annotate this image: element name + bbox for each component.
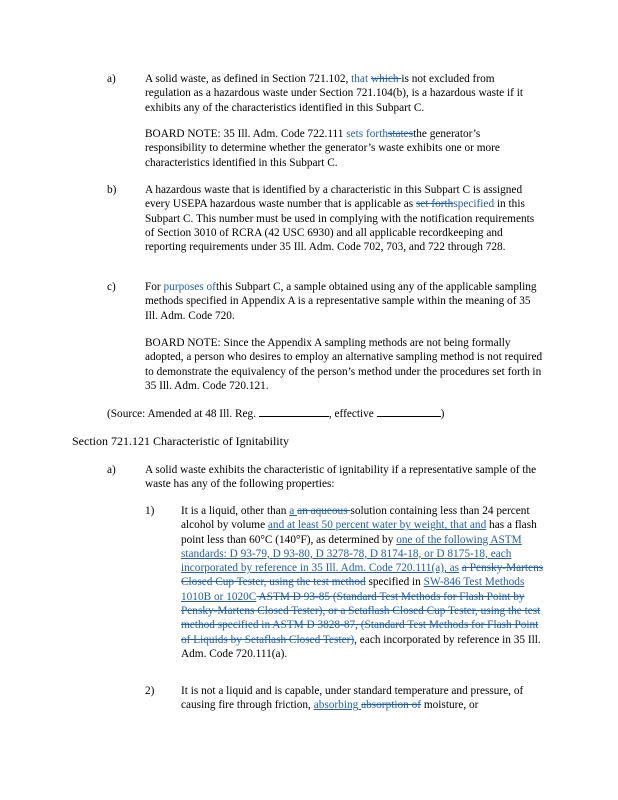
text-run: It is not a liquid and is capable, under standard temperature and pressure, of causing fire through friction, [181,685,524,712]
text-run: is not excluded from regulation as a hazardous waste under Section 721.104(b), is a hazardous waste if it exhibits any of the characteristics identified in this Subpart C. [145,73,524,114]
section-item-label-a: a) [107,464,116,476]
section-heading: Section 721.121 Characteristic of Ignitability [72,434,289,448]
inserted-text: specified [453,198,495,211]
item-a-board-note [145,127,543,170]
item-label-b: b) [107,184,117,196]
item-label-a: a) [107,73,116,85]
subitem-label-2: 2) [145,685,155,697]
inserted-text: sets forth [346,128,388,140]
deleted-text: set forth [415,198,454,211]
deleted-text: ASTM D 93-85 (Standard Test Methods for Flash Point by Pensky-Martens Closed Tester), or a Setaflash Closed Cup Tester, using the test method specified in ASTM D 3828-87, (Standard Test Methods for Flash Point of Liquids by Setaflash Closed Tester) [181,590,541,646]
item-b-paragraph [145,183,543,254]
text-run: has a flash point less than 60°C (140°F), as determined by [181,519,537,546]
deleted-text: which [370,73,402,85]
inserted-text: one of the following ASTM standards: D 93-79, D 93-80, D 3278-78, D 8174-18, or D 8175-18, each incorporated by reference in 35 Ill. Adm. Code 720.111(a), as [181,533,522,575]
effective-blank [377,406,441,417]
deleted-text: a Pensky-Martens Closed Cup Tester, using the test method [181,562,544,589]
subitem-2-paragraph [181,684,545,713]
text-run: A solid waste, as defined in Section 721.102, [145,73,352,85]
item-a-paragraph [145,72,543,115]
text-run: It is a liquid, other than [181,505,290,517]
source-suffix: ) [440,408,445,420]
source-middle: , effective [328,408,377,420]
source-prefix: (Source: Amended at 48 Ill. Reg. [107,408,259,420]
deleted-text: absorption of [361,699,422,712]
text-run: this Subpart C, a sample obtained using any of the applicable sampling methods specified in Appendix A is a representative sample within the meaning of 35 Ill. Adm. Code 720. [145,281,537,322]
text-run: specified in [365,576,424,589]
text-run: BOARD NOTE: 35 Ill. Adm. Code 722.111 [145,128,347,140]
text-run: in this Subpart C. This number must be used in complying with the notification requirements of Section 3010 of RCRA (42 USC 6930) and all applicable recordkeeping and reporting requirements under 35 Ill. Adm. Code 702, 703, and 722 through 728. [145,198,535,254]
item-label-c: c) [107,281,116,293]
deleted-text: states [387,128,414,140]
inserted-text: a [289,505,298,517]
inserted-text: and at least 50 percent water by weight, that and [267,519,487,532]
text-run: solution containing less than 24 percent alcohol by volume [181,505,530,532]
subitem-1-paragraph [181,504,545,661]
text-run: BOARD NOTE: Since the Appendix A sampling methods are not being formally adopted, a person who desires to employ an alternative sampling method is not required to demonstrate the equivalency of the person’s method under the procedures set forth in 35 Ill. Adm. Code 720.121. [145,337,543,392]
deleted-text: an aqueous [297,505,351,517]
text-run: For [145,281,164,293]
reg-blank [259,406,329,417]
text-run: moisture, or [421,699,479,712]
item-c-paragraph [145,280,543,323]
inserted-text: purposes of [163,281,216,293]
item-c-board-note [145,336,543,393]
text-run: , each incorporated by reference in 35 Ill. Adm. Code 720.111(a). [181,633,541,660]
text-run: the generator’s responsibility to determine whether the generator’s waste exhibits one or more characteristics identified in this Subpart C. [145,128,500,169]
inserted-text: absorbing [313,699,362,712]
inserted-text: that [351,73,371,85]
source-note [107,406,527,421]
inserted-text: SW-846 Test Methods 1010B or 1020C [181,576,525,603]
subitem-label-1: 1) [145,505,155,517]
text-run: A solid waste exhibits the characteristic of ignitability if a representative sample of the waste has any of the following properties: [145,464,537,491]
text-run: A hazardous waste that is identified by a characteristic in this Subpart C is assigned every USEPA hazardous waste number that is applicable as [145,184,523,211]
section-a-paragraph [145,463,543,492]
